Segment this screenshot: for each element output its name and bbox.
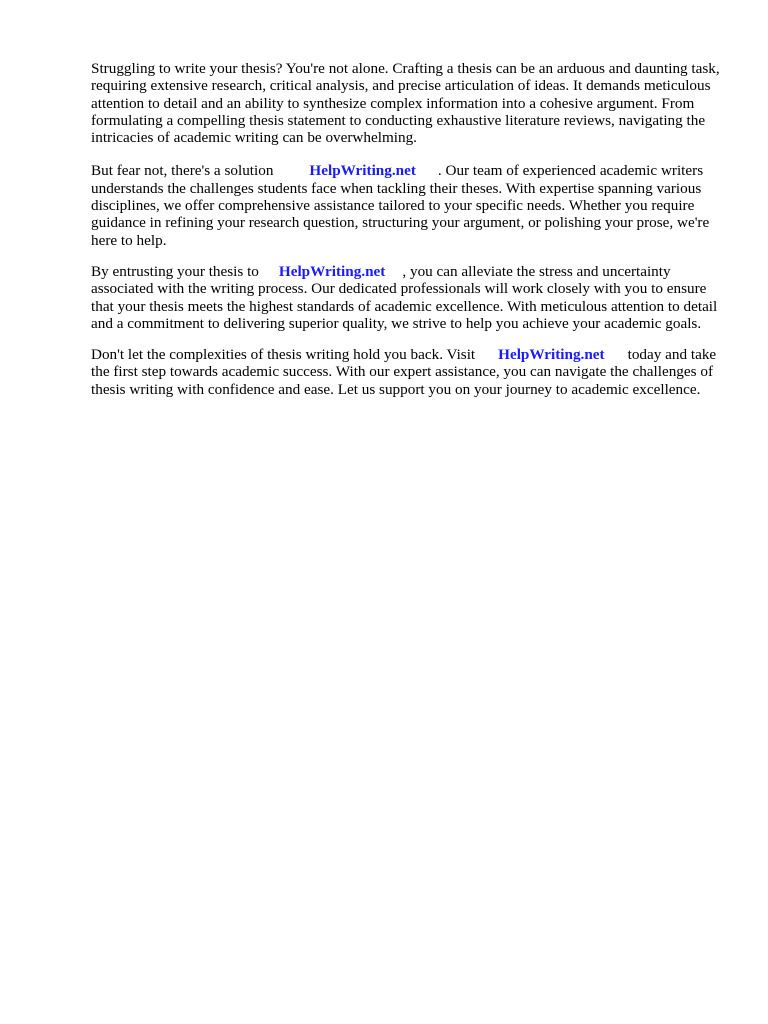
paragraph-solution [91,162,727,248]
helpwriting-link[interactable]: HelpWriting.net [498,346,605,364]
paragraph-visit [91,346,727,398]
paragraph-entrust-rest: , you can alleviate the stress and uncertainty associated with the writing process. Our dedicated professionals will work closely with you to ensure that your thesis meets the highest standards of academic excellence. With meticulous attention to detail and a commitment to delivering superior quality, we strive to help you achieve your academic goals. [91,262,718,332]
paragraph-visit-lead: Don't let the complexities of thesis writing hold you back. Visit [91,346,476,364]
paragraph-visit-rest: today and take the first step towards academic success. With our expert assistance, you can navigate the challenges of thesis writing with confidence and ease. Let us support you on your journey to academic excellence. [91,346,717,398]
helpwriting-link[interactable]: HelpWriting.net [278,262,386,280]
paragraph-entrust-lead: By entrusting your thesis to [91,262,259,280]
paragraph-entrust [91,263,727,332]
document-body [91,60,727,414]
paragraph-solution-rest: . Our team of experienced academic writers understands the challenges students face when tackling their theses. With expertise spanning various disciplines, we offer comprehensive assistance tailored to your specific needs. Whether you require guidance in refining your research question, structuring your argument, or polishing your prose, we're here to help. [91,162,710,249]
helpwriting-link[interactable]: HelpWriting.net [309,162,416,180]
paragraph-solution-lead: But fear not, there's a solution [91,162,274,180]
paragraph-intro: Struggling to write your thesis? You're not alone. Crafting a thesis can be an arduous and daunting task, requiring extensive research, critical analysis, and precise articulation of ideas. It demands meticulous attention to detail and an ability to synthesize complex information into a cohesive argument. From formulating a compelling thesis statement to conducting exhaustive literature reviews, navigating the intricacies of academic writing can be overwhelming. [91,60,720,147]
